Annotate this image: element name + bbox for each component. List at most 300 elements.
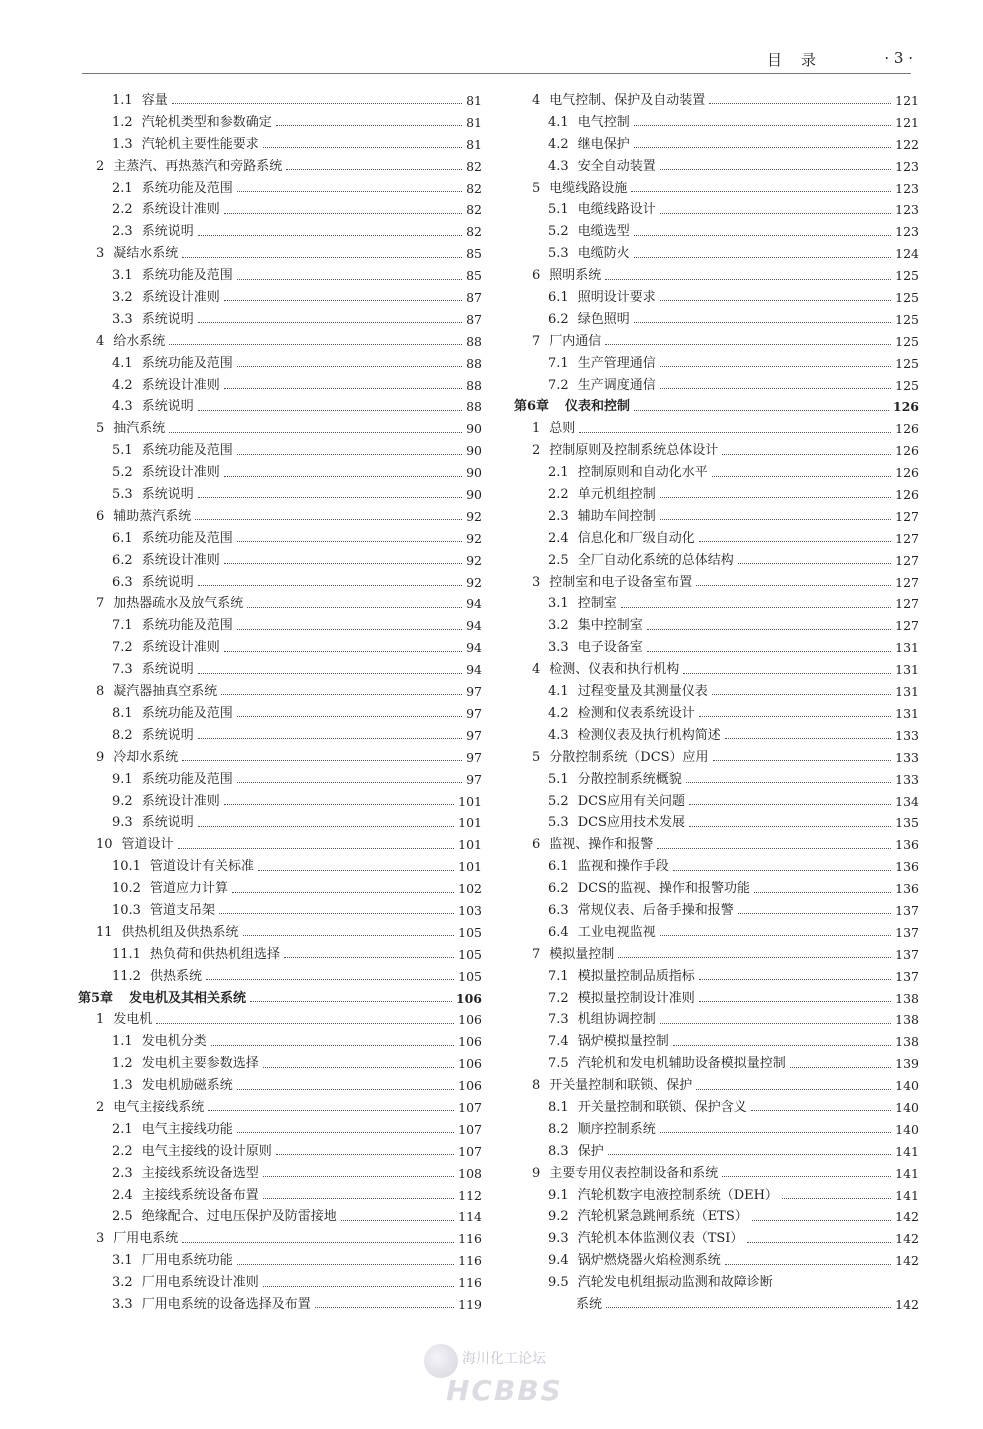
toc-leader-dots [722,1176,891,1177]
toc-entry-page: 142 [895,1296,919,1312]
toc-entry-title: 管道设计 [121,837,174,853]
toc-entry-page: 135 [895,815,919,831]
toc-entry-page: 87 [466,311,482,327]
toc-leader-dots [660,1132,891,1133]
toc-entry [514,1294,919,1316]
toc-entry-number: 4.1 [548,684,569,700]
toc-entry-number: 9.3 [112,815,133,831]
toc-entry-number: 5.3 [548,246,569,262]
toc-entry-number: 7.2 [112,640,133,656]
toc-entry-title: 系统设计准则 [141,465,220,481]
toc-entry [514,812,919,834]
toc-leader-dots [243,935,455,936]
toc-entry-title: 电缆选型 [577,224,630,240]
toc-entry-page: 142 [895,1209,919,1225]
toc-entry-title: 容量 [141,93,168,108]
toc-entry-title: 电缆线路设施 [549,180,628,196]
toc-entry-page: 126 [895,421,919,437]
toc-entry-title: 机组协调控制 [577,1012,656,1028]
toc-entry-title: 电气主接线功能 [141,1121,233,1137]
toc-entry-page: 112 [458,1187,482,1203]
toc-entry-page: 141 [895,1143,919,1159]
toc-leader-dots [198,826,454,827]
toc-entry-title: 加热器疏水及放气系统 [113,596,244,612]
toc-entry [78,856,482,878]
toc-leader-dots [634,147,891,148]
toc-leader-dots [237,279,462,280]
toc-entry [78,1206,482,1228]
toc-entry-number: 4.1 [112,355,133,371]
toc-entry [514,878,919,900]
toc-entry-page: 106 [458,1034,482,1050]
toc-leader-dots [237,366,462,367]
toc-entry [514,375,919,397]
toc-entry [78,1031,482,1053]
toc-entry-page: 114 [458,1209,482,1225]
toc-entry [514,856,919,878]
toc-entry [514,572,919,594]
toc-entry [78,659,482,681]
toc-entry [78,791,482,813]
toc-entry-page: 127 [895,618,919,634]
toc-entry [78,1009,482,1031]
toc-entry [514,156,919,178]
toc-leader-dots [315,1307,454,1308]
toc-leader-dots [699,979,891,980]
toc-entry-number: 2.3 [548,508,569,524]
toc-entry-title: 控制室和电子设备室布置 [549,574,693,590]
toc-entry [78,725,482,747]
toc-leader-dots [696,1089,891,1090]
toc-entry [78,615,482,637]
toc-entry-number: 8 [96,684,105,700]
toc-entry-page: 116 [458,1231,482,1247]
toc-entry-page: 97 [466,727,482,743]
toc-entry-title: 系统说明 [141,662,194,678]
toc-entry-page: 140 [895,1121,919,1137]
toc-entry [514,791,919,813]
toc-entry [78,1163,482,1185]
toc-entry-title: DCS的监视、操作和报警功能 [577,881,750,897]
toc-entry-title: 工业电视监视 [577,924,656,940]
toc-entry-number: 5 [532,749,541,765]
toc-entry-page: 140 [895,1099,919,1115]
toc-entry-number: 3.2 [112,1275,133,1291]
toc-entry-title: 模拟量控制设计准则 [577,990,695,1006]
toc-entry-title: 凝结水系统 [113,246,179,262]
toc-entry [78,637,482,659]
toc-entry-page: 121 [895,93,919,108]
toc-entry-number: 5.2 [548,224,569,240]
watermark-en: HCBBS [446,1374,563,1407]
toc-leader-dots [237,454,462,455]
toc-entry-title: 安全自动装置 [577,158,656,174]
toc-entry-number: 5.2 [548,793,569,809]
toc-entry-page: 126 [895,443,919,459]
toc-entry-title: 发电机分类 [141,1034,207,1050]
toc-column-right [514,90,919,1316]
toc-entry [78,178,482,200]
toc-entry-title: 汽轮机主要性能要求 [141,136,259,152]
toc-entry-title: 锅炉模拟量控制 [577,1034,669,1050]
toc-entry-page: 127 [895,596,919,612]
toc-entry-number: 1.2 [112,114,133,130]
toc-entry-title: 供热系统 [149,968,202,984]
toc-entry-title: 绝缘配合、过电压保护及防雷接地 [141,1209,337,1225]
toc-entry [514,593,919,615]
toc-entry-title: 主接线系统设备布置 [141,1187,259,1203]
toc-entry-title: 系统说明 [141,727,194,743]
toc-entry-page: 140 [895,1078,919,1094]
toc-entry-page: 119 [458,1296,482,1312]
toc-entry-page: 138 [895,990,919,1006]
toc-leader-dots [169,432,462,433]
toc-entry [78,462,482,484]
toc-entry-title: 电气主接线系统 [113,1099,205,1115]
toc-entry-number: 5.3 [548,815,569,831]
toc-leader-dots [689,826,891,827]
toc-entry-page: 90 [466,487,482,503]
toc-entry-page: 142 [895,1253,919,1269]
toc-entry [78,572,482,594]
toc-entry-title: 电气主接线的设计原则 [141,1143,272,1159]
watermark-logo [410,1340,580,1410]
toc-entry [78,156,482,178]
toc-entry [514,769,919,791]
toc-entry-page: 127 [895,508,919,524]
toc-leader-dots [713,760,892,761]
toc-entry [78,1053,482,1075]
toc-leader-dots [660,497,891,498]
toc-entry-number: 2.4 [548,530,569,546]
toc-entry-page: 88 [466,377,482,393]
toc-entry-number: 2.5 [112,1209,133,1225]
toc-entry-number: 2 [532,443,541,459]
toc-entry-page: 131 [895,662,919,678]
toc-entry-number: 11.1 [112,946,141,962]
toc-entry-number: 2.2 [112,1143,133,1159]
toc-leader-dots [224,563,462,564]
toc-entry [514,834,919,856]
toc-entry-number: 2.5 [548,552,569,568]
toc-entry [78,1141,482,1163]
toc-entry [514,1228,919,1250]
header-rule [82,73,911,74]
toc-entry [514,331,919,353]
toc-entry-number: 4 [96,333,105,349]
toc-entry-number: 10.1 [112,859,141,875]
toc-entry-page: 97 [466,705,482,721]
toc-entry-number: 1.3 [112,1078,133,1094]
toc-entry-title: 管道支吊架 [149,902,215,918]
toc-entry-page: 105 [458,924,482,940]
toc-entry-title: 继电保护 [577,136,630,152]
toc-entry-title: 分散控制系统（DCS）应用 [549,749,709,765]
toc-entry-number: 7.3 [112,662,133,678]
toc-entry-number: 8.1 [548,1099,569,1115]
toc-entry-number: 5 [96,421,105,437]
toc-entry-number: 3.1 [112,1253,133,1269]
toc-entry-number: 6 [532,268,541,284]
toc-entry-page: 92 [466,552,482,568]
toc-entry-page: 124 [895,246,919,262]
toc-entry-title: 信息化和厂级自动化 [577,530,695,546]
toc-leader-dots [221,694,462,695]
toc-entry-page: 94 [466,596,482,612]
toc-entry-number: 9.2 [112,793,133,809]
toc-leader-dots [263,1286,454,1287]
toc-entry-page: 127 [895,530,919,546]
toc-entry-page: 105 [458,946,482,962]
toc-entry-title: 系统功能及范围 [141,771,233,787]
toc-entry [514,309,919,331]
toc-entry-page: 121 [895,114,919,130]
toc-entry [78,1228,482,1250]
toc-entry-number: 8.1 [112,705,133,721]
toc-entry [78,1272,482,1294]
toc-entry-title: 厂用电系统功能 [141,1253,233,1269]
toc-leader-dots [634,322,891,323]
toc-entry-title: 检测仪表及执行机构简述 [577,727,721,743]
toc-entry-page: 123 [895,202,919,218]
toc-entry [78,550,482,572]
toc-entry [78,1075,482,1097]
toc-entry-page: 131 [895,684,919,700]
toc-entry [78,528,482,550]
toc-entry-page: 82 [466,158,482,174]
toc-entry-number: 1.3 [112,136,133,152]
toc-leader-dots [237,1089,454,1090]
toc-entry [78,396,482,418]
toc-leader-dots [634,410,889,411]
toc-entry-title: 分散控制系统概貌 [577,771,682,787]
toc-entry-title: 发电机 [113,1012,153,1028]
toc-entry [78,878,482,900]
toc-leader-dots [258,870,454,871]
toc-entry [78,834,482,856]
toc-leader-dots [224,300,462,301]
toc-leader-dots [631,191,891,192]
toc-entry-number: 8.3 [548,1143,569,1159]
toc-entry-page: 82 [466,224,482,240]
toc-entry-title: 管道设计有关标准 [149,859,254,875]
toc-entry-page: 106 [458,1012,482,1028]
toc-leader-dots [660,1023,891,1024]
toc-entry-number: 10.3 [112,902,141,918]
toc-entry [514,1206,919,1228]
toc-entry [78,1250,482,1272]
toc-leader-dots [169,344,462,345]
toc-entry-page: 82 [466,202,482,218]
toc-entry-page: 141 [895,1187,919,1203]
toc-entry [78,134,482,156]
toc-leader-dots [738,563,891,564]
toc-entry [514,703,919,725]
toc-entry-page: 102 [458,881,482,897]
toc-entry-title: 保护 [577,1143,604,1159]
toc-leader-dots [738,913,891,914]
toc-entry [514,353,919,375]
toc-entry-title: 发电机励磁系统 [141,1078,233,1094]
toc-entry [78,1294,482,1316]
toc-leader-dots [237,1264,454,1265]
toc-entry [78,900,482,922]
toc-entry-title: 电气控制、保护及自动装置 [549,93,706,108]
toc-entry-title: 抽汽系统 [113,421,166,437]
toc-leader-dots [198,235,462,236]
toc-leader-dots [263,147,462,148]
toc-entry-page: 138 [895,1012,919,1028]
toc-entry [78,703,482,725]
toc-entry-number: 2.2 [112,202,133,218]
toc-entry-page: 106 [458,1078,482,1094]
toc-entry-number: 7.2 [548,377,569,393]
toc-entry-page: 125 [895,377,919,393]
toc-entry [514,1009,919,1031]
toc-entry-number: 2.4 [112,1187,133,1203]
toc-entry [514,550,919,572]
toc-entry [514,1119,919,1141]
toc-leader-dots [660,519,891,520]
toc-entry-title: 系统设计准则 [141,290,220,306]
toc-leader-dots [605,344,891,345]
toc-leader-dots [237,716,462,717]
toc-entry-page: 92 [466,574,482,590]
toc-entry [78,681,482,703]
toc-entry [78,506,482,528]
toc-entry [514,966,919,988]
toc-entry-number: 6 [532,837,541,853]
toc-entry-number: 7.1 [548,968,569,984]
toc-entry-page: 105 [458,968,482,984]
toc-entry-title: 给水系统 [113,333,166,349]
toc-leader-dots [634,235,891,236]
toc-entry [514,243,919,265]
toc-entry [78,221,482,243]
toc-entry [78,922,482,944]
toc-entry-number: 3.1 [548,596,569,612]
toc-entry-title: 辅助蒸汽系统 [113,508,192,524]
toc-leader-dots [237,1132,454,1133]
toc-entry-number: 6.4 [548,924,569,940]
toc-entry-page: 94 [466,662,482,678]
toc-entry [514,1272,919,1294]
toc-leader-dots [751,1110,891,1111]
toc-leader-dots [276,1154,454,1155]
toc-entry-title: 管道应力计算 [149,881,228,897]
toc-entry-title: 系统设计准则 [141,793,220,809]
toc-entry-page: 125 [895,355,919,371]
toc-leader-dots [198,497,462,498]
toc-entry-number: 2.1 [112,1121,133,1137]
toc-entry-title: 汽轮发电机组振动监测和故障诊断 [577,1275,773,1291]
toc-leader-dots [696,585,891,586]
toc-entry-title: 过程变量及其测量仪表 [577,684,708,700]
toc-entry-page: 85 [466,268,482,284]
toc-entry [514,659,919,681]
toc-entry-number: 6 [96,508,105,524]
toc-entry [78,112,482,134]
toc-entry [78,593,482,615]
toc-entry-number: 3 [96,1231,105,1247]
toc-leader-dots [224,388,462,389]
toc-entry-number: 8.2 [112,727,133,743]
toc-entry-page: 133 [895,749,919,765]
toc-entry-number: 7.3 [548,1012,569,1028]
toc-leader-dots [198,738,462,739]
toc-entry-page: 97 [466,749,482,765]
toc-entry-title: 系统 [576,1296,603,1312]
toc-entry-number: 4.3 [112,399,133,415]
toc-entry-title: 系统功能及范围 [141,618,233,634]
toc-entry-page: 106 [458,1056,482,1072]
toc-entry-title: 系统说明 [141,224,194,240]
toc-entry-page: 101 [458,859,482,875]
toc-entry [514,506,919,528]
toc-leader-dots [156,1023,454,1024]
toc-entry-title: 顺序控制系统 [577,1121,656,1137]
toc-entry-title: 系统说明 [141,311,194,327]
toc-entry-number: 3.3 [112,311,133,327]
toc-entry-number: 4.1 [548,114,569,130]
toc-entry [514,199,919,221]
toc-leader-dots [660,300,891,301]
toc-entry-number: 7.1 [112,618,133,634]
toc-entry [78,243,482,265]
toc-entry-title: 发电机及其相关系统 [129,990,247,1006]
toc-entry [78,265,482,287]
toc-entry-page: 88 [466,399,482,415]
toc-entry-page: 138 [895,1034,919,1050]
toc-entry-page: 101 [458,815,482,831]
watermark-globe-icon [424,1344,458,1378]
toc-entry [78,747,482,769]
toc-entry-title: 模拟量控制 [549,946,615,962]
toc-chapter-entry [78,988,482,1010]
toc-leader-dots [250,1001,452,1002]
toc-entry-page: 137 [895,902,919,918]
toc-entry-number: 6.1 [548,859,569,875]
toc-leader-dots [634,125,891,126]
toc-entry-page: 107 [458,1143,482,1159]
toc-leader-dots [712,476,891,477]
toc-leader-dots [232,892,454,893]
toc-entry-number: 2.2 [548,487,569,503]
toc-entry [514,747,919,769]
toc-leader-dots [725,738,891,739]
toc-entry-title: 仪表和控制 [565,399,631,415]
toc-entry [514,178,919,200]
toc-entry-title: 控制室 [577,596,617,612]
toc-entry-page: 136 [895,837,919,853]
toc-leader-dots [683,673,891,674]
toc-leader-dots [618,957,891,958]
toc-entry-page: 125 [895,268,919,284]
toc-entry-number: 9.1 [112,771,133,787]
toc-entry [514,1163,919,1185]
toc-entry-number: 3.3 [112,1296,133,1312]
toc-entry-title: 系统设计准则 [141,640,220,656]
toc-entry-page: 122 [895,136,919,152]
toc-entry [78,440,482,462]
toc-entry [514,1075,919,1097]
toc-entry-title: 供热机组及供热系统 [121,924,239,940]
page-number: · 3 · [884,49,913,67]
toc-entry-page: 90 [466,465,482,481]
toc-entry-number: 7 [96,596,105,612]
toc-leader-dots [712,694,891,695]
toc-entry-title: 系统功能及范围 [141,355,233,371]
